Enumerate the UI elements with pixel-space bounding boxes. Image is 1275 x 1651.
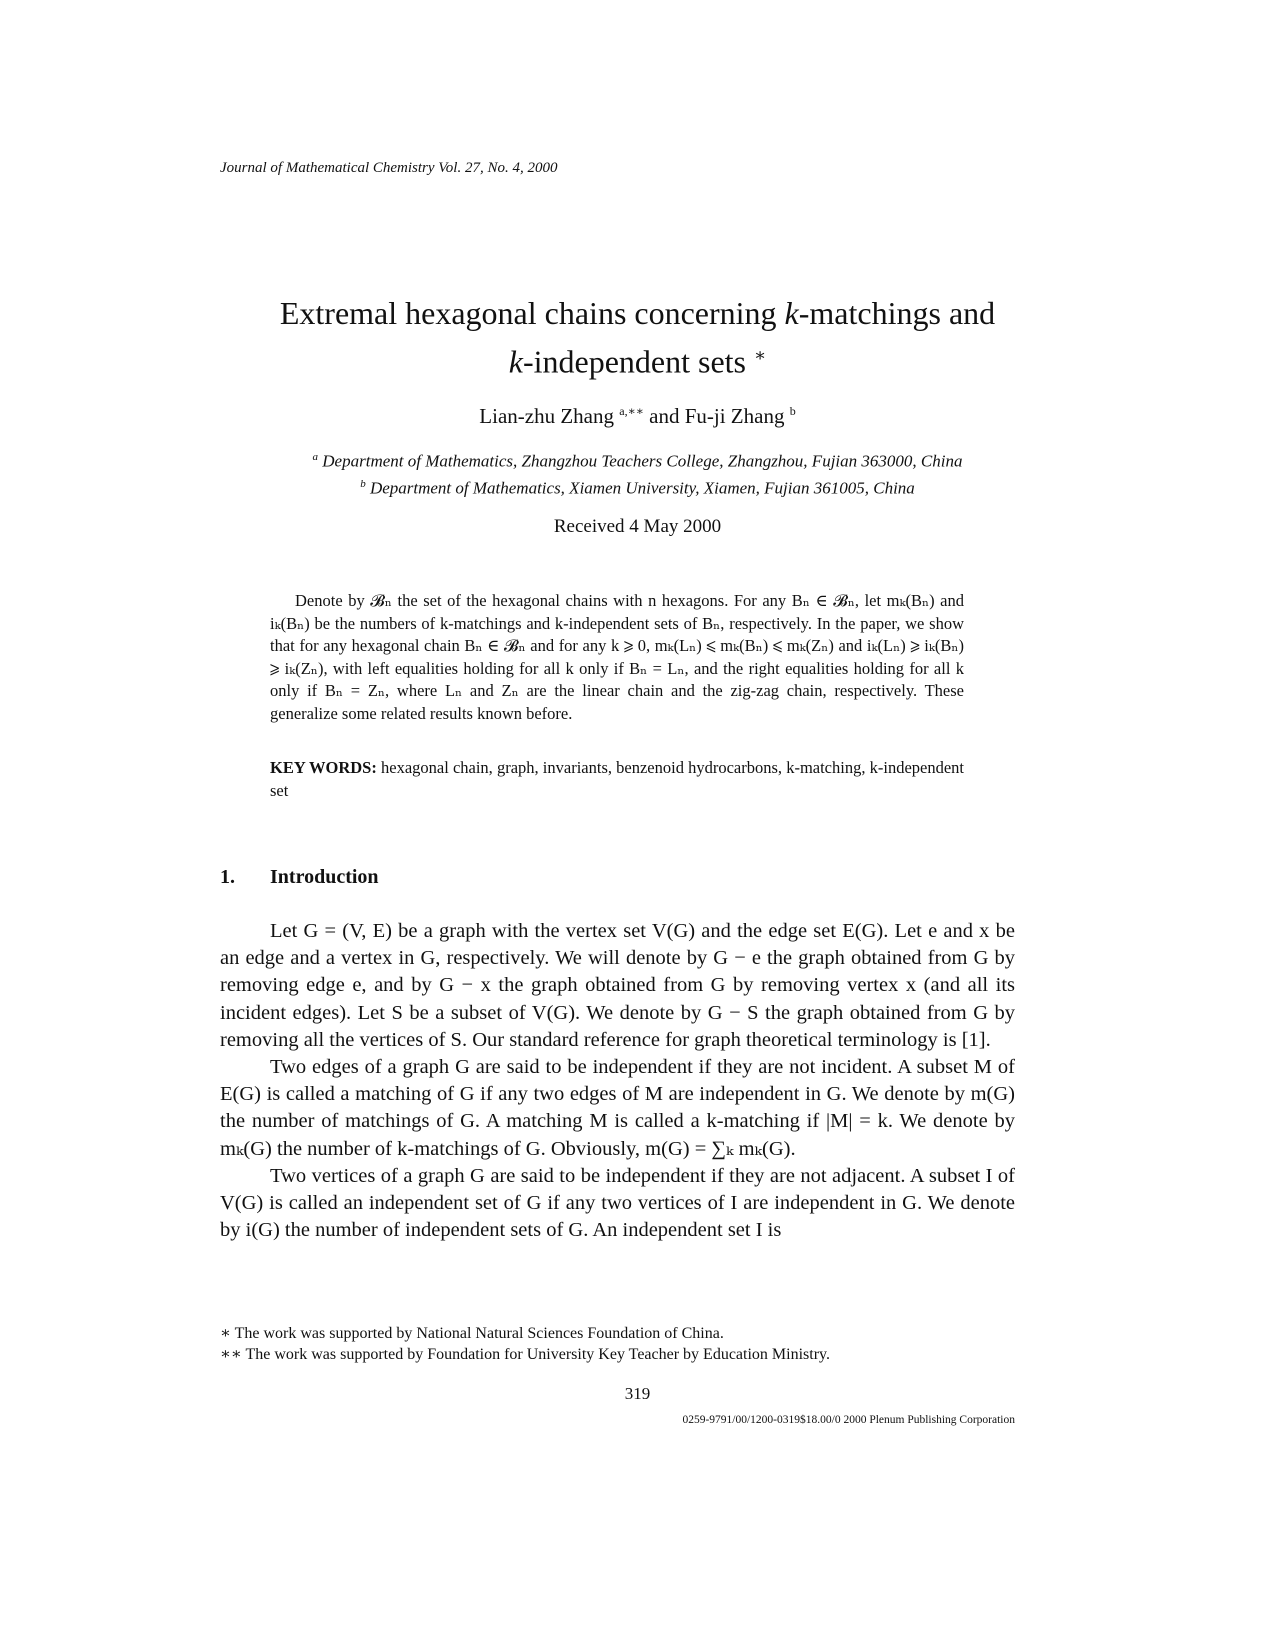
title-text: -matchings and [798,295,996,331]
paragraph: Two edges of a graph G are said to be independent if they are not incident. A subset M of E(G) is called a matching of G if any two edges of M are independent in G. We denote by m(G) the number of matchings of G. A matching M is called a k-matching if |M| = k. We denote by mₖ(G) the number of k-matchings of G. Obviously, m(G) = ∑ₖ mₖ(G). [220,1056,1015,1160]
author-2: and Fu-ji Zhang [643,404,790,428]
title-text: Extremal hexagonal chains concerning [279,295,785,331]
affiliation-mark: a [312,451,319,463]
received-date: Received 4 May 2000 [553,516,722,537]
footnote: ∗ The work was supported by National Natural Sciences Foundation of China. [220,1325,724,1342]
author-1-mark: a,∗∗ [619,404,644,418]
body-text [220,918,1015,1244]
keywords-label: KEY WORDS: [270,758,377,777]
affiliation-text: Department of Mathematics, Xiamen University, Xiamen, Fujian 361005, China [365,478,915,498]
authors [0,404,1275,429]
keywords-text: hexagonal chain, graph, invariants, benzenoid hydrocarbons, k-matching, k-independent set [270,758,965,800]
copyright-line: 0259-9791/00/1200-0319$18.00/0 2000 Plenum Publishing Corporation [682,1414,1015,1426]
journal-header: Journal of Mathematical Chemistry Vol. 27, No. 4, 2000 [220,160,558,176]
section-title: Introduction [270,866,379,888]
title-k: k [508,343,523,380]
affiliation-text: Department of Mathematics, Zhangzhou Teachers College, Zhangzhou, Fujian 363000, China [318,451,963,471]
author-1: Lian-zhu Zhang [479,404,620,428]
title-footnote-mark: ∗ [754,345,767,365]
title-line-1 [0,292,1275,334]
paragraph: Let G = (V, E) be a graph with the vertex set V(G) and the edge set E(G). Let e and x be an edge and a vertex in G, respectively. We will denote by G − e the graph obtained from G by removing edge e, and by G − x the graph obtained from G by removing vertex x (and all its incident edges). Let S be a subset of V(G). We denote by G − S the graph obtained from G by removing all the vertices of S. Our standard reference for graph theoretical terminology is [1]. [220,920,1015,1051]
section-heading [220,866,379,889]
title-text: -independent sets [522,343,754,380]
paragraph: Two vertices of a graph G are said to be independent if they are not adjacent. A subset I of V(G) is called an independent set of G if any two vertices of I are independent in G. We denote by i(G) the number of independent sets of G. An independent set I is [220,1164,1015,1242]
footnote: ∗∗ The work was supported by Foundation for University Key Teacher by Education Ministry. [220,1346,830,1363]
keywords [270,757,964,802]
title-line-2 [0,334,1275,383]
paper-title [0,292,1275,383]
affiliation-a [0,446,1275,473]
affiliations [0,446,1275,499]
author-2-mark: b [789,404,796,418]
page-number: 319 [624,1384,651,1403]
title-k: k [784,295,799,331]
section-number: 1. [220,866,235,888]
affiliation-mark: b [360,477,366,490]
affiliation-b [0,473,1275,500]
footnotes [220,1323,830,1365]
abstract [270,590,964,726]
abstract-text: Denote by 𝓑ₙ the set of the hexagonal chains with n hexagons. For any Bₙ ∈ 𝓑ₙ, let mₖ(Bₙ) and iₖ(Bₙ) be the numbers of k-matchings and k-independent sets of Bₙ, respectively. In the paper, we show that for any hexagonal chain Bₙ ∈ 𝓑ₙ and for any k ⩾ 0, mₖ(Lₙ) ⩽ mₖ(Bₙ) ⩽ mₖ(Zₙ) and iₖ(Lₙ) ⩾ iₖ(Bₙ) ⩾ iₖ(Zₙ), with left equalities holding for all k only if Bₙ = Lₙ, and the right equalities holding for all k only if Bₙ = Zₙ, where Lₙ and Zₙ are the linear chain and the zig-zag chain, respectively. These generalize some related results known before. [270,591,964,723]
